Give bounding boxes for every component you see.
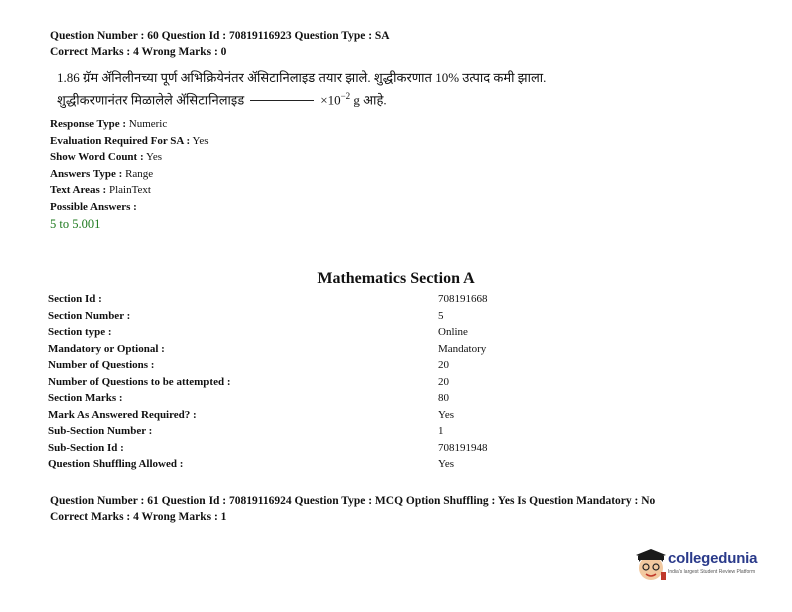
q61-header-line2: Correct Marks : 4 Wrong Marks : 1 <box>50 511 227 523</box>
section-info-table <box>48 291 488 473</box>
logo-name: collegedunia <box>668 550 758 567</box>
q60-text-line2-mid: ×10 <box>320 92 341 108</box>
row-label: Section type : <box>48 326 112 339</box>
meta-row <box>50 116 209 133</box>
row-label: Number of Questions : <box>48 359 155 372</box>
q60-text-line2 <box>57 87 546 109</box>
meta-row <box>50 166 209 183</box>
table-row <box>48 374 488 391</box>
row-label: Sub-Section Number : <box>48 425 153 438</box>
meta-value: Yes <box>145 151 162 163</box>
row-label: Section Marks : <box>48 392 123 405</box>
q60-header-line1: Question Number : 60 Question Id : 70819116923 Question Type : SA <box>50 30 390 42</box>
row-value: 5 <box>438 309 444 322</box>
q60-meta <box>50 116 209 233</box>
meta-label: Evaluation Required For SA : <box>50 134 191 147</box>
row-value: 80 <box>438 392 449 405</box>
meta-row <box>50 182 209 199</box>
row-value: 708191668 <box>438 293 488 306</box>
meta-row <box>50 133 209 150</box>
mascot-icon <box>634 546 668 582</box>
meta-value: Yes <box>192 134 209 147</box>
table-row <box>48 390 488 407</box>
row-value: 708191948 <box>438 441 488 454</box>
row-value: Online <box>438 326 468 339</box>
meta-label: Possible Answers : <box>50 200 137 213</box>
meta-label: Text Areas : <box>50 184 107 196</box>
row-value: Yes <box>438 458 455 471</box>
meta-value: PlainText <box>108 184 151 196</box>
meta-label: Show Word Count : <box>50 151 144 163</box>
q60-exponent: −2 <box>340 91 351 101</box>
meta-label: Response Type : <box>50 118 126 130</box>
row-value: 1 <box>438 425 444 438</box>
row-label: Sub-Section Id : <box>48 441 124 454</box>
row-label: Number of Questions to be attempted : <box>48 375 231 388</box>
row-value: Yes <box>438 408 455 421</box>
row-label: Section Number : <box>48 309 131 322</box>
row-value: 20 <box>438 359 449 372</box>
row-label: Section Id : <box>48 293 102 306</box>
row-value: 20 <box>438 375 449 388</box>
logo-tagline: India's largest Student Review Platform <box>668 569 756 575</box>
row-label: Mandatory or Optional : <box>48 342 165 355</box>
possible-answer: 5 to 5.001 <box>50 217 101 231</box>
meta-row <box>50 149 209 166</box>
table-row <box>48 357 488 374</box>
table-row <box>48 308 488 325</box>
q60-question-text <box>57 68 546 109</box>
table-row <box>48 440 488 457</box>
q60-text-line1: 1.86 ग्रॅम ॲनिलीनच्या पूर्ण अभिक्रियेनंतर ॲसिटानिलाइड तयार झाले. शुद्धीकरणात 10% उत्पाद कमी झाला. <box>57 70 547 85</box>
q60-header-line2: Correct Marks : 4 Wrong Marks : 0 <box>50 46 227 58</box>
q61-header <box>50 493 655 525</box>
section-title: Mathematics Section A <box>317 270 475 287</box>
row-value: Mandatory <box>438 342 487 355</box>
table-row <box>48 423 488 440</box>
answer-blank <box>250 100 314 101</box>
meta-value: Numeric <box>128 118 168 130</box>
meta-value: Range <box>125 167 154 180</box>
meta-label: Answers Type : <box>50 167 123 180</box>
q61-header-line1: Question Number : 61 Question Id : 70819116924 Question Type : MCQ Option Shuffling : Yes Is Question Mandatory : No <box>50 495 656 507</box>
collegedunia-logo <box>634 546 762 582</box>
table-row <box>48 456 488 473</box>
q60-text-line2-pre: शुद्धीकरणानंतर मिळालेले ॲसिटानिलाइड <box>57 92 245 108</box>
q60-header <box>50 28 390 60</box>
row-label: Question Shuffling Allowed : <box>48 458 184 471</box>
q60-text-line2-post: g आहे. <box>353 92 387 108</box>
meta-row <box>50 199 209 216</box>
table-row <box>48 324 488 341</box>
table-row <box>48 407 488 424</box>
row-label: Mark As Answered Required? : <box>48 408 197 421</box>
table-row <box>48 291 488 308</box>
table-row <box>48 341 488 358</box>
